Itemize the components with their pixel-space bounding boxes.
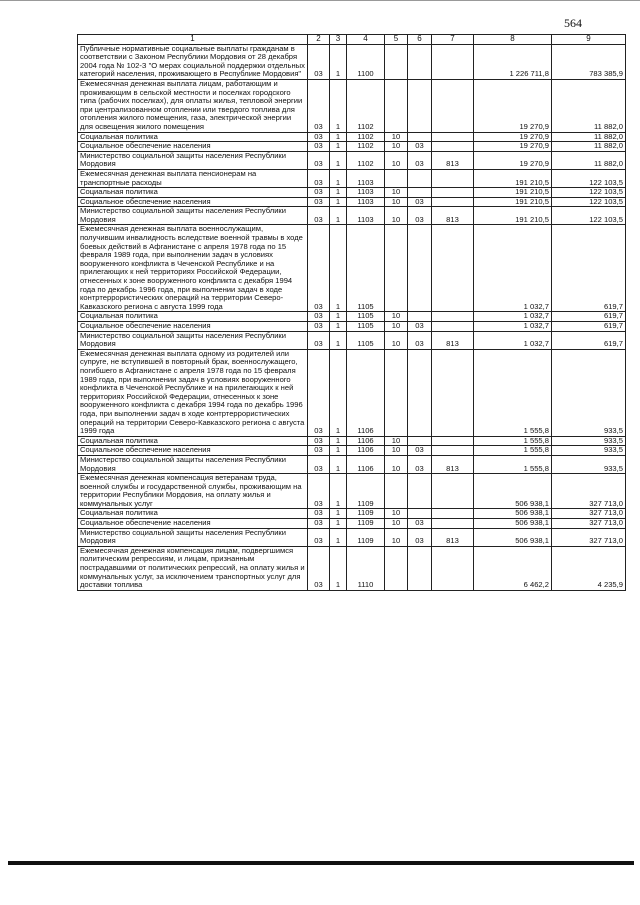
table-row	[78, 142, 626, 152]
row-cell-4: 1110	[347, 546, 385, 590]
row-cell-6: 03	[408, 455, 432, 473]
row-cell-5: 10	[385, 446, 408, 456]
row-cell-5	[385, 225, 408, 312]
table-row	[78, 436, 626, 446]
row-cell-6	[408, 474, 432, 509]
row-cell-2: 03	[308, 455, 330, 473]
row-cell-5: 10	[385, 151, 408, 169]
row-cell-4: 1106	[347, 436, 385, 446]
row-cell-4: 1109	[347, 474, 385, 509]
row-cell-5	[385, 44, 408, 79]
row-cell-2: 03	[308, 528, 330, 546]
row-cell-3: 1	[330, 509, 347, 519]
header-cell: 6	[408, 35, 432, 45]
row-cell-5: 10	[385, 528, 408, 546]
row-cell-4: 1103	[347, 197, 385, 207]
row-cell-2: 03	[308, 519, 330, 529]
table-row	[78, 546, 626, 590]
row-cell-5	[385, 79, 408, 132]
table-row	[78, 225, 626, 312]
row-cell-6: 03	[408, 207, 432, 225]
row-cell-2: 03	[308, 207, 330, 225]
row-cell-8: 1 555,8	[474, 455, 552, 473]
row-cell-4: 1109	[347, 528, 385, 546]
header-cell: 7	[432, 35, 474, 45]
row-cell-3: 1	[330, 207, 347, 225]
row-cell-4: 1106	[347, 349, 385, 436]
row-cell-6	[408, 169, 432, 187]
row-cell-3: 1	[330, 331, 347, 349]
row-cell-6	[408, 132, 432, 142]
row-cell-4: 1102	[347, 142, 385, 152]
table-row	[78, 331, 626, 349]
row-cell-5: 10	[385, 197, 408, 207]
row-cell-9: 327 713,0	[552, 528, 626, 546]
row-cell-8: 191 210,5	[474, 207, 552, 225]
row-cell-5: 10	[385, 322, 408, 332]
row-cell-2: 03	[308, 349, 330, 436]
row-cell-2: 03	[308, 331, 330, 349]
row-cell-7: 813	[432, 455, 474, 473]
row-cell-7	[432, 474, 474, 509]
row-cell-2: 03	[308, 79, 330, 132]
row-cell-9: 933,5	[552, 436, 626, 446]
row-description: Социальное обеспечение населения	[78, 197, 308, 207]
row-cell-7	[432, 79, 474, 132]
row-cell-4: 1106	[347, 455, 385, 473]
row-cell-2: 03	[308, 322, 330, 332]
table-row	[78, 528, 626, 546]
row-cell-8: 19 270,9	[474, 79, 552, 132]
row-description: Социальная политика	[78, 509, 308, 519]
row-cell-3: 1	[330, 132, 347, 142]
row-cell-9: 11 882,0	[552, 132, 626, 142]
row-cell-4: 1102	[347, 151, 385, 169]
table-row	[78, 188, 626, 198]
row-cell-8: 1 555,8	[474, 349, 552, 436]
row-cell-6	[408, 509, 432, 519]
row-cell-8: 191 210,5	[474, 188, 552, 198]
row-cell-9: 122 103,5	[552, 207, 626, 225]
row-cell-7	[432, 44, 474, 79]
row-cell-9: 122 103,5	[552, 197, 626, 207]
row-cell-2: 03	[308, 546, 330, 590]
header-cell: 9	[552, 35, 626, 45]
table-row	[78, 322, 626, 332]
budget-table	[77, 34, 626, 591]
row-cell-5: 10	[385, 207, 408, 225]
row-cell-7	[432, 197, 474, 207]
row-cell-4: 1105	[347, 331, 385, 349]
row-cell-3: 1	[330, 225, 347, 312]
row-cell-2: 03	[308, 474, 330, 509]
row-cell-9: 122 103,5	[552, 188, 626, 198]
row-cell-8: 6 462,2	[474, 546, 552, 590]
row-description: Социальная политика	[78, 188, 308, 198]
row-cell-5	[385, 546, 408, 590]
row-cell-7: 813	[432, 528, 474, 546]
row-cell-5: 10	[385, 132, 408, 142]
row-cell-3: 1	[330, 528, 347, 546]
table-row	[78, 169, 626, 187]
row-cell-6	[408, 436, 432, 446]
header-cell: 4	[347, 35, 385, 45]
row-cell-8: 506 938,1	[474, 519, 552, 529]
row-cell-8: 506 938,1	[474, 528, 552, 546]
row-cell-8: 1 226 711,8	[474, 44, 552, 79]
row-cell-9: 11 882,0	[552, 151, 626, 169]
row-description: Социальное обеспечение населения	[78, 142, 308, 152]
row-cell-8: 1 555,8	[474, 446, 552, 456]
row-cell-3: 1	[330, 312, 347, 322]
row-cell-9: 327 713,0	[552, 509, 626, 519]
row-description: Социальное обеспечение населения	[78, 322, 308, 332]
row-cell-7: 813	[432, 207, 474, 225]
row-cell-7	[432, 142, 474, 152]
row-cell-3: 1	[330, 519, 347, 529]
row-cell-2: 03	[308, 446, 330, 456]
row-cell-8: 1 032,7	[474, 322, 552, 332]
row-cell-7	[432, 225, 474, 312]
row-cell-6	[408, 188, 432, 198]
row-cell-8: 1 032,7	[474, 331, 552, 349]
row-cell-7	[432, 132, 474, 142]
row-cell-3: 1	[330, 436, 347, 446]
row-cell-2: 03	[308, 509, 330, 519]
row-cell-8: 506 938,1	[474, 474, 552, 509]
row-cell-9: 122 103,5	[552, 169, 626, 187]
table-row	[78, 151, 626, 169]
row-cell-4: 1103	[347, 207, 385, 225]
row-cell-2: 03	[308, 44, 330, 79]
row-cell-7	[432, 546, 474, 590]
row-cell-3: 1	[330, 188, 347, 198]
row-cell-5: 10	[385, 312, 408, 322]
row-cell-9: 11 882,0	[552, 79, 626, 132]
row-cell-6: 03	[408, 331, 432, 349]
row-cell-7	[432, 188, 474, 198]
row-cell-9: 327 713,0	[552, 474, 626, 509]
row-cell-8: 19 270,9	[474, 151, 552, 169]
row-description: Ежемесячная денежная выплата пенсионерам на транспортные расходы	[78, 169, 308, 187]
row-cell-8: 191 210,5	[474, 169, 552, 187]
table-row	[78, 509, 626, 519]
row-cell-7	[432, 169, 474, 187]
row-cell-6	[408, 349, 432, 436]
row-cell-8: 1 032,7	[474, 312, 552, 322]
row-cell-9: 619,7	[552, 225, 626, 312]
row-cell-5	[385, 349, 408, 436]
row-cell-6: 03	[408, 528, 432, 546]
row-cell-5: 10	[385, 188, 408, 198]
row-cell-4: 1106	[347, 446, 385, 456]
row-cell-3: 1	[330, 151, 347, 169]
row-cell-5: 10	[385, 509, 408, 519]
row-description: Министерство социальной защиты населения Республики Мордовия	[78, 331, 308, 349]
row-cell-7	[432, 509, 474, 519]
row-description: Публичные нормативные социальные выплаты гражданам в соответствии с Законом Республики Мордовия от 28 декабря 2004 года № 102-З "О мерах социальной поддержки отдельных категорий населения, проживающего в Республике Мордовия"	[78, 44, 308, 79]
row-cell-4: 1102	[347, 79, 385, 132]
row-cell-6	[408, 312, 432, 322]
row-cell-7: 813	[432, 151, 474, 169]
row-cell-3: 1	[330, 546, 347, 590]
row-cell-4: 1102	[347, 132, 385, 142]
row-cell-6	[408, 79, 432, 132]
row-cell-2: 03	[308, 197, 330, 207]
row-description: Ежемесячная денежная компенсация ветеранам труда, военной службы и государственной службы, проживающим на территории Республики Мордовия, на оплату жилья и коммунальных услуг	[78, 474, 308, 509]
table-row	[78, 197, 626, 207]
row-description: Министерство социальной защиты населения Республики Мордовия	[78, 207, 308, 225]
table-row	[78, 519, 626, 529]
row-cell-6: 03	[408, 322, 432, 332]
row-cell-9: 933,5	[552, 446, 626, 456]
row-cell-9: 4 235,9	[552, 546, 626, 590]
table-row	[78, 207, 626, 225]
row-cell-2: 03	[308, 225, 330, 312]
row-description: Социальное обеспечение населения	[78, 519, 308, 529]
row-cell-6: 03	[408, 197, 432, 207]
row-cell-6: 03	[408, 446, 432, 456]
row-cell-5	[385, 169, 408, 187]
page-number: 564	[564, 16, 582, 30]
row-cell-8: 191 210,5	[474, 197, 552, 207]
row-description: Социальная политика	[78, 436, 308, 446]
row-cell-6: 03	[408, 142, 432, 152]
row-cell-2: 03	[308, 436, 330, 446]
table-row	[78, 446, 626, 456]
row-description: Социальная политика	[78, 312, 308, 322]
row-description: Министерство социальной защиты населения Республики Мордовия	[78, 151, 308, 169]
row-cell-9: 933,5	[552, 349, 626, 436]
row-cell-2: 03	[308, 188, 330, 198]
table-row	[78, 79, 626, 132]
row-cell-5: 10	[385, 331, 408, 349]
row-cell-7: 813	[432, 331, 474, 349]
row-cell-6	[408, 225, 432, 312]
row-cell-4: 1109	[347, 519, 385, 529]
row-cell-5: 10	[385, 455, 408, 473]
row-cell-3: 1	[330, 455, 347, 473]
row-cell-3: 1	[330, 44, 347, 79]
row-description: Ежемесячная денежная выплата военнослужащим, получившим инвалидность вследствие военной травмы в ходе боевых действий в Афганистане с апреля 1978 года по 15 февраля 1989 года, при выполнении задач в условиях вооруженного конфликта в Чеченской Республике и на прилегающих к ней территориях Российской Федерации, отнесенных к зоне вооруженного конфликта с декабря 1994 года по декабрь 1996 года, при выполнении задач в ходе контртеррористических операций на территории Северо-Кавказского региона с августа 1999 года	[78, 225, 308, 312]
row-cell-3: 1	[330, 142, 347, 152]
row-cell-7	[432, 519, 474, 529]
row-description: Ежемесячная денежная выплата одному из родителей или супруге, не вступившей в повторный брак, военнослужащего, погибшего в Афганистане с апреля 1978 года по 15 февраля 1989 года, при выполнении задач в условиях вооруженного конфликта в Чеченской Республике и на прилегающих к ней территориях Российской Федерации, отнесенных к зоне вооруженного конфликта с декабря 1994 года по декабрь 1996 года, при выполнении задач в ходе контртеррористических операций на территории Северо-Кавказского региона с августа 1999 года	[78, 349, 308, 436]
row-description: Министерство социальной защиты населения Республики Мордовия	[78, 455, 308, 473]
row-description: Социальная политика	[78, 132, 308, 142]
row-cell-4: 1100	[347, 44, 385, 79]
row-description: Ежемесячная денежная компенсация лицам, подвергшимся политическим репрессиям, и лицам, признанным пострадавшими от политических репрессий, на оплату жилья и коммунальных услуг, за исключением транспортных услуг для доставки топлива	[78, 546, 308, 590]
row-cell-3: 1	[330, 322, 347, 332]
row-cell-8: 1 032,7	[474, 225, 552, 312]
header-row	[78, 35, 626, 45]
row-cell-3: 1	[330, 446, 347, 456]
header-cell: 3	[330, 35, 347, 45]
row-description: Социальное обеспечение населения	[78, 446, 308, 456]
row-cell-6	[408, 44, 432, 79]
table-row	[78, 132, 626, 142]
row-cell-3: 1	[330, 474, 347, 509]
row-cell-3: 1	[330, 197, 347, 207]
row-cell-2: 03	[308, 151, 330, 169]
header-cell: 1	[78, 35, 308, 45]
row-cell-2: 03	[308, 142, 330, 152]
row-cell-3: 1	[330, 169, 347, 187]
row-cell-6: 03	[408, 151, 432, 169]
row-cell-8: 506 938,1	[474, 509, 552, 519]
row-cell-6	[408, 546, 432, 590]
row-cell-5: 10	[385, 436, 408, 446]
row-cell-9: 327 713,0	[552, 519, 626, 529]
row-cell-9: 619,7	[552, 322, 626, 332]
row-cell-9: 783 385,9	[552, 44, 626, 79]
row-cell-2: 03	[308, 312, 330, 322]
row-cell-8: 19 270,9	[474, 142, 552, 152]
scan-bottom-bar	[8, 861, 634, 865]
row-cell-5: 10	[385, 142, 408, 152]
row-cell-6: 03	[408, 519, 432, 529]
row-cell-7	[432, 446, 474, 456]
table-row	[78, 312, 626, 322]
row-cell-8: 19 270,9	[474, 132, 552, 142]
row-cell-4: 1103	[347, 188, 385, 198]
scan-top-edge	[0, 0, 640, 1]
row-cell-7	[432, 322, 474, 332]
row-cell-9: 11 882,0	[552, 142, 626, 152]
row-cell-4: 1105	[347, 312, 385, 322]
row-cell-7	[432, 436, 474, 446]
row-cell-7	[432, 349, 474, 436]
row-cell-4: 1109	[347, 509, 385, 519]
header-cell: 8	[474, 35, 552, 45]
row-cell-9: 933,5	[552, 455, 626, 473]
row-cell-5	[385, 474, 408, 509]
row-cell-4: 1103	[347, 169, 385, 187]
table-row	[78, 44, 626, 79]
table-row	[78, 455, 626, 473]
header-cell: 2	[308, 35, 330, 45]
table-row	[78, 349, 626, 436]
row-cell-8: 1 555,8	[474, 436, 552, 446]
row-description: Ежемесячная денежная выплата лицам, работающим и проживающим в сельской местности и поселках городского типа (рабочих поселках), для оплаты жилья, тепловой энергии при централизованном отоплении или твердого топлива для отопления жилого помещения, газа, электрической энергии для освещения жилого помещения	[78, 79, 308, 132]
row-cell-7	[432, 312, 474, 322]
row-cell-9: 619,7	[552, 312, 626, 322]
row-cell-9: 619,7	[552, 331, 626, 349]
row-cell-4: 1105	[347, 225, 385, 312]
table-row	[78, 474, 626, 509]
row-cell-4: 1105	[347, 322, 385, 332]
row-description: Министерство социальной защиты населения Республики Мордовия	[78, 528, 308, 546]
row-cell-3: 1	[330, 79, 347, 132]
row-cell-5: 10	[385, 519, 408, 529]
row-cell-2: 03	[308, 132, 330, 142]
header-cell: 5	[385, 35, 408, 45]
row-cell-2: 03	[308, 169, 330, 187]
row-cell-3: 1	[330, 349, 347, 436]
